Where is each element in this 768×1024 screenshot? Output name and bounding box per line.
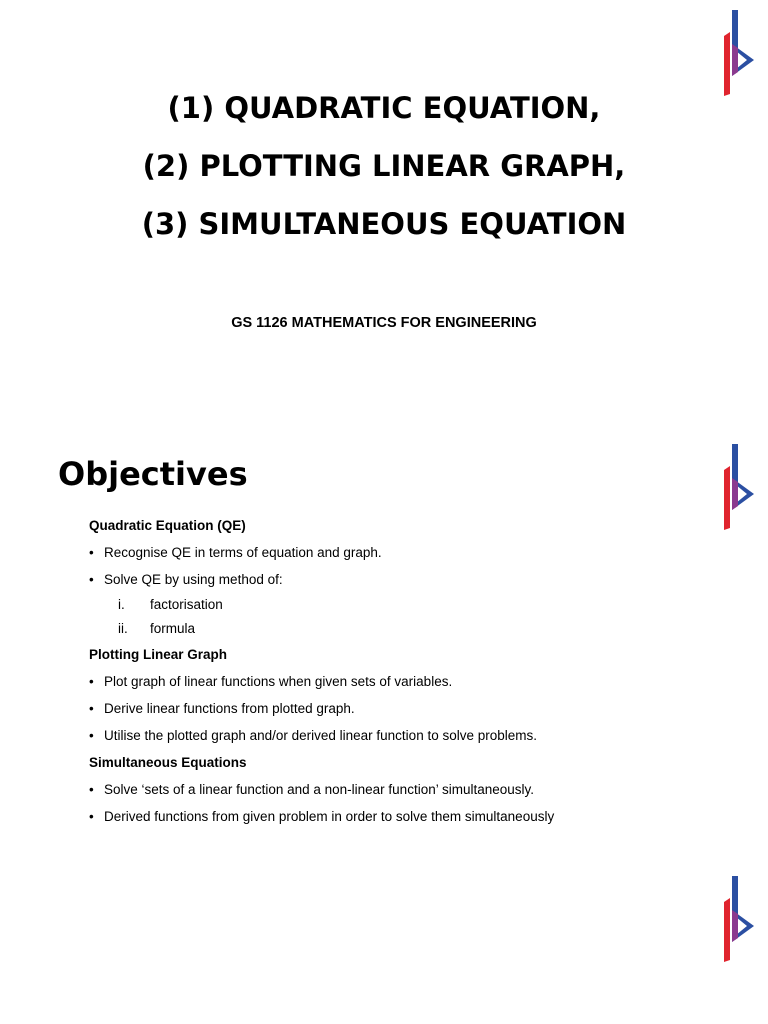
section-title-simultaneous: Simultaneous Equations [89,755,247,770]
title-slide [0,0,768,420]
list-item: • Derived functions from given problem in order to solve them simultaneously [89,803,709,830]
title-line-3: (3) SIMULTANEOUS EQUATION [141,207,627,241]
objectives-list [89,512,709,830]
brand-logo-icon [722,876,756,962]
section-title-quadratic: Quadratic Equation (QE) [89,518,246,533]
list-item: • Solve QE by using method of: [89,566,709,593]
objectives-heading: Objectives [58,455,248,493]
list-item: • Utilise the plotted graph and/or derived linear function to solve problems. [89,722,709,749]
sub-list-item [89,617,709,641]
course-subtitle: GS 1126 MATHEMATICS FOR ENGINEERING [231,315,537,331]
brand-logo-icon [722,444,756,530]
title-line-1: (1) QUADRATIC EQUATION, [167,91,601,125]
sub-item-text: factorisation [150,597,223,612]
title-line-2: (2) PLOTTING LINEAR GRAPH, [142,149,626,183]
objectives-slide [0,432,768,1024]
list-item: • Plot graph of linear functions when given sets of variables. [89,668,709,695]
brand-logo-icon [722,10,756,96]
sub-item-number: ii. [118,621,128,636]
sub-item-text: formula [150,621,196,636]
sub-item-number: i. [118,597,125,612]
list-item: • Solve ‘sets of a linear function and a non-linear function’ simultaneously. [89,776,709,803]
sub-list-item [89,593,709,617]
section-title-linear-graph: Plotting Linear Graph [89,647,228,662]
list-item: • Recognise QE in terms of equation and graph. [89,539,709,566]
list-item: • Derive linear functions from plotted graph. [89,695,709,722]
